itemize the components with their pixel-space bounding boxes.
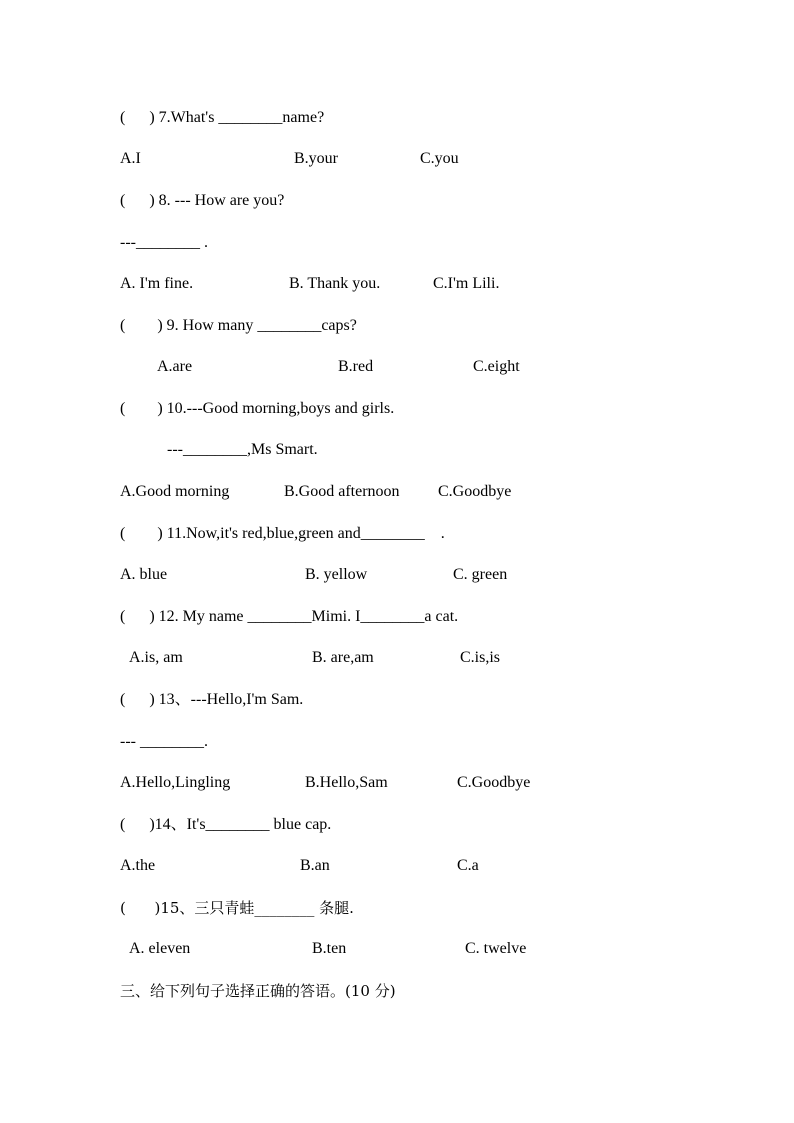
question-8-option-a: A. I'm fine. (120, 275, 194, 292)
question-10-answer-line: ---________,Ms Smart. (167, 441, 318, 458)
question-12-option-a: A.is, am (129, 649, 183, 666)
question-8-stem: ( ) 8. --- How are you? (120, 192, 285, 209)
question-7-option-c: C.you (420, 150, 459, 167)
question-7-stem: ( ) 7.What's ________name? (120, 109, 325, 126)
question-15-stem: ( )15、三只青蛙________ 条腿. (120, 899, 354, 917)
question-7-option-b: B.your (294, 150, 338, 167)
question-10-stem: ( ) 10.---Good morning,boys and girls. (120, 400, 395, 417)
question-14-option-c: C.a (457, 857, 479, 874)
question-11-stem: ( ) 11.Now,it's red,blue,green and________ . (120, 525, 445, 542)
question-10-option-b: B.Good afternoon (284, 483, 400, 500)
question-11-option-b: B. yellow (305, 566, 368, 583)
question-13-answer-line: --- ________. (120, 733, 208, 750)
question-8-answer-line: ---________ . (120, 234, 208, 251)
question-9-option-c: C.eight (473, 358, 520, 375)
question-14-option-a: A.the (120, 857, 156, 874)
question-14-stem: ( )14、It's________ blue cap. (120, 816, 332, 833)
question-13-stem: ( ) 13、---Hello,I'm Sam. (120, 691, 304, 708)
question-12-stem: ( ) 12. My name ________Mimi. I________a cat. (120, 608, 459, 625)
question-13-option-b: B.Hello,Sam (305, 774, 388, 791)
question-13-option-a: A.Hello,Lingling (120, 774, 231, 791)
question-11-option-c: C. green (453, 566, 508, 583)
question-12-option-b: B. are,am (312, 649, 374, 666)
question-8-option-b: B. Thank you. (289, 275, 381, 292)
question-11-option-a: A. blue (120, 566, 168, 583)
question-15-option-a: A. eleven (129, 940, 191, 957)
section-three-heading: 三、给下列句子选择正确的答语。(10 分) (120, 982, 396, 1000)
question-15-option-b: B.ten (312, 940, 347, 957)
question-9-stem: ( ) 9. How many ________caps? (120, 317, 357, 334)
question-9-option-a: A.are (157, 358, 193, 375)
question-9-option-b: B.red (338, 358, 374, 375)
question-7-option-a: A.I (120, 150, 141, 167)
question-15-option-c: C. twelve (465, 940, 527, 957)
question-10-option-a: A.Good morning (120, 483, 230, 500)
question-10-option-c: C.Goodbye (438, 483, 512, 500)
question-12-option-c: C.is,is (460, 649, 501, 666)
question-13-option-c: C.Goodbye (457, 774, 531, 791)
question-14-option-b: B.an (300, 857, 330, 874)
question-8-option-c: C.I'm Lili. (433, 275, 500, 292)
